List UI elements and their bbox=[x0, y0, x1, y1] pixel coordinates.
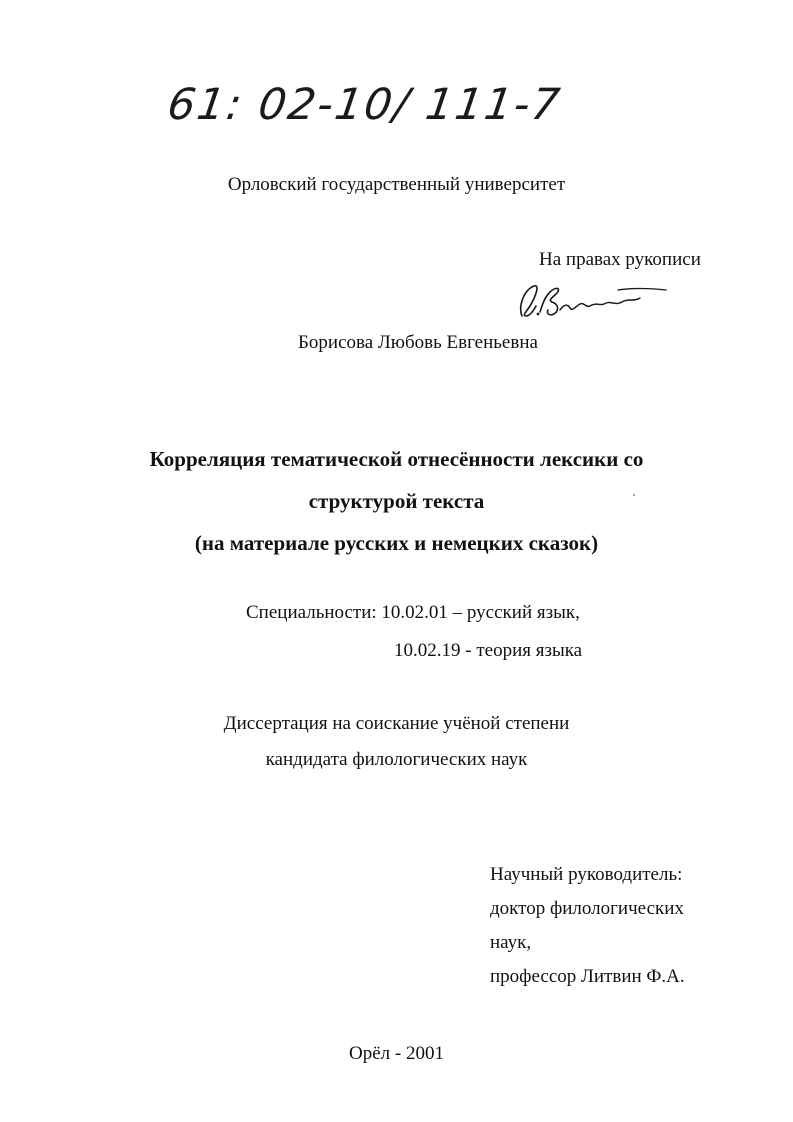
university-name: Орловский государственный университет bbox=[227, 174, 566, 195]
advisor-label: Научный руководитель: bbox=[490, 864, 683, 885]
archive-code: 61: 02-10/ 111-7 bbox=[164, 80, 565, 130]
advisor-line-3: профессор Литвин Ф.А. bbox=[490, 966, 685, 987]
title-line-2: структурой текста bbox=[308, 489, 485, 513]
signature-icon bbox=[500, 276, 670, 324]
degree-line-2: кандидата филологических наук bbox=[265, 749, 528, 770]
specialty-line-2: 10.02.19 - теория языка bbox=[394, 640, 583, 661]
city-year: Орёл - 2001 bbox=[349, 1043, 444, 1064]
dissertation-title bbox=[0, 438, 793, 564]
manuscript-note: На правах рукописи bbox=[539, 249, 701, 270]
advisor-line-2: наук, bbox=[490, 932, 532, 953]
advisor-line-1: доктор филологических bbox=[490, 898, 684, 919]
title-line-1: Корреляция тематической отнесённости лексики со bbox=[149, 447, 644, 471]
author-name: Борисова Любовь Евгеньевна bbox=[298, 332, 538, 353]
scan-speck bbox=[633, 494, 635, 496]
degree-line-1: Диссертация на соискание учёной степени bbox=[223, 713, 570, 734]
specialty-line-1: Специальности: 10.02.01 – русский язык, bbox=[246, 602, 580, 623]
author-signature bbox=[500, 276, 670, 324]
title-line-3: (на материале русских и немецких сказок) bbox=[194, 531, 599, 555]
scientific-advisor bbox=[490, 858, 685, 994]
